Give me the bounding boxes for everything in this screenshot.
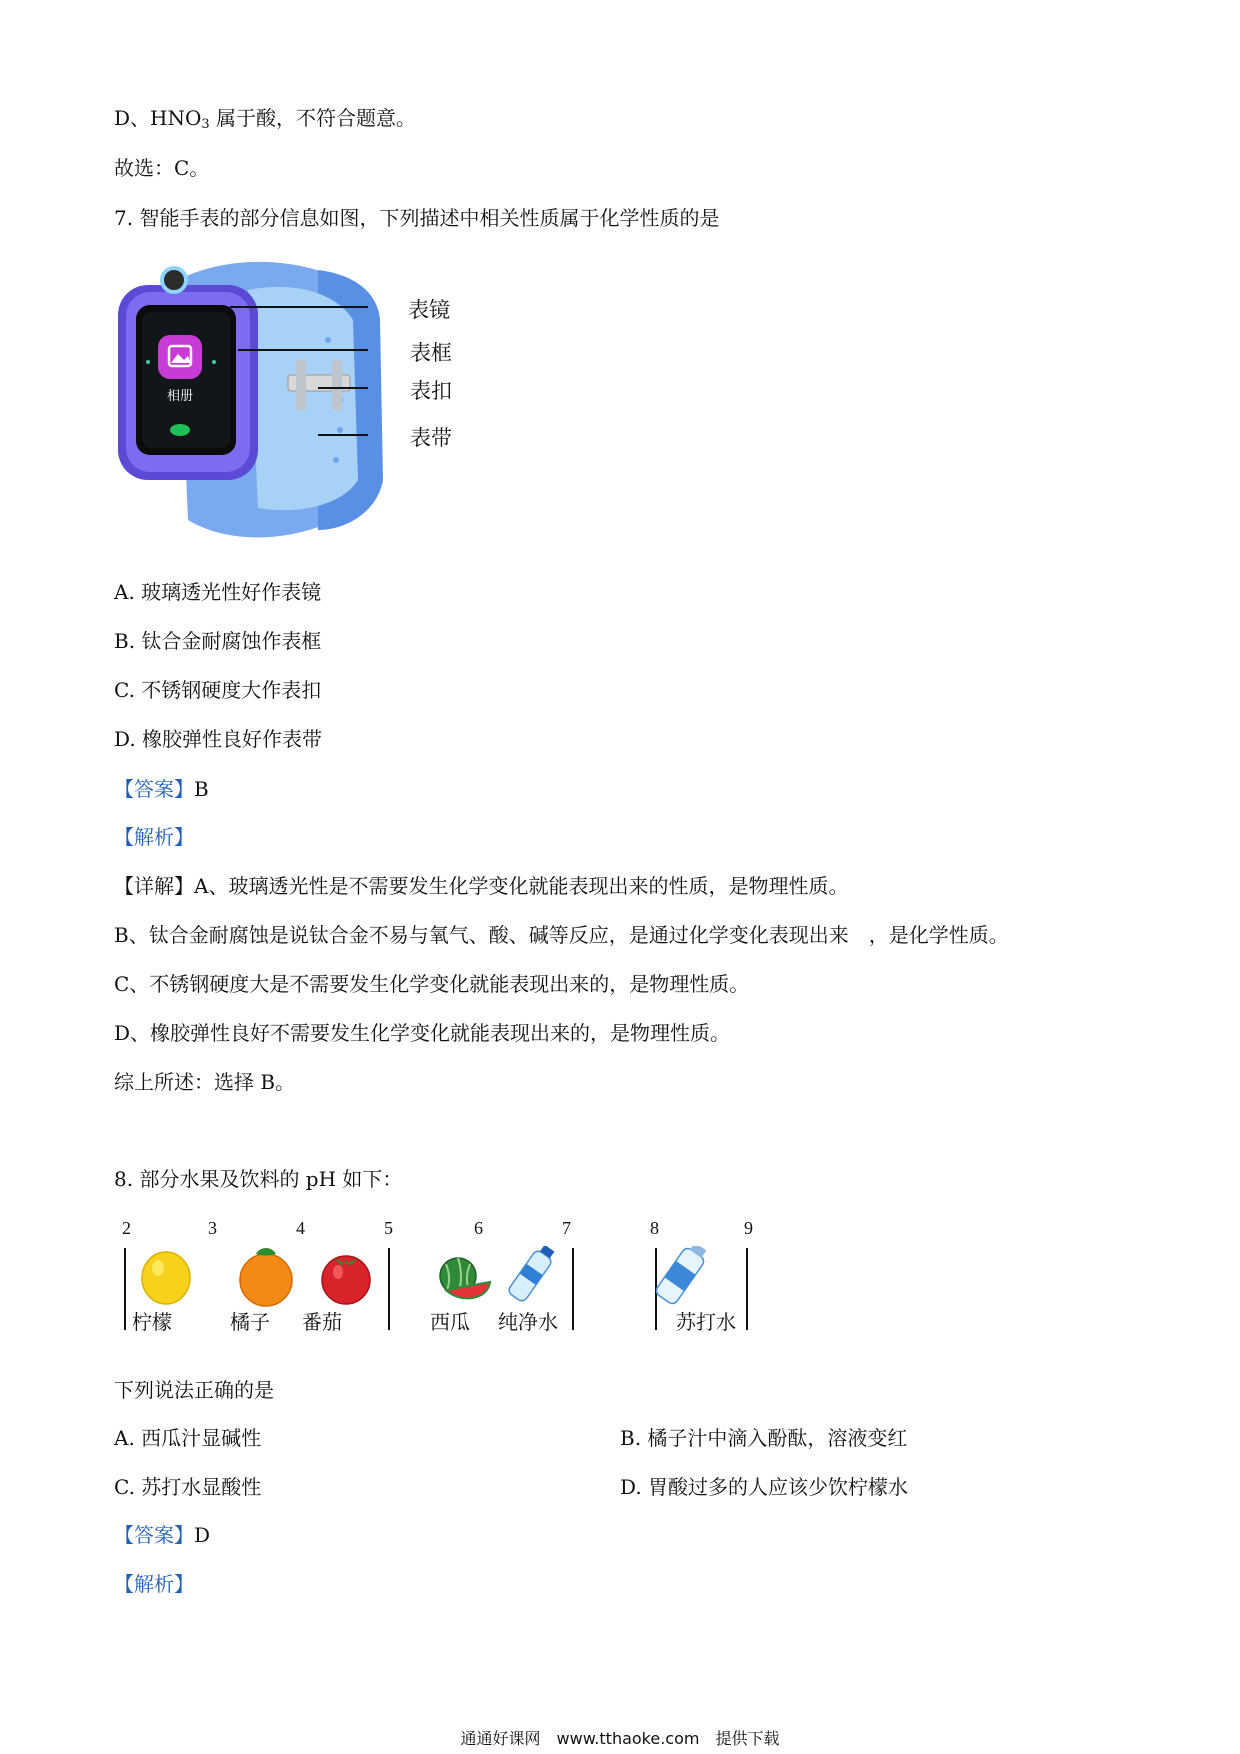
ph-item-tomato: 番茄 <box>302 1310 342 1334</box>
q7-option-b: B. 钛合金耐腐蚀作表框 <box>114 629 322 653</box>
q8-stem: 8. 部分水果及饮料的 pH 如下： <box>114 1167 403 1191</box>
ph-fruit-icons <box>110 1246 770 1308</box>
ph-item-pure-water: 纯净水 <box>498 1310 558 1334</box>
prev-conclusion: 故选：C。 <box>114 156 210 180</box>
lemon-icon <box>142 1252 190 1304</box>
ph-tick-9: 9 <box>744 1218 753 1238</box>
prev-option-d: D、$HNO_3$ 属于酸，不符合题意。 <box>114 106 417 132</box>
soda-water-bottle-icon <box>654 1246 710 1306</box>
ph-item-soda-water: 苏打水 <box>676 1310 736 1334</box>
q8-analysis-tag: 【解析】 <box>114 1572 194 1596</box>
q7-option-c: C. 不锈钢硬度大作表扣 <box>114 678 322 702</box>
ph-item-orange: 橘子 <box>230 1310 270 1334</box>
q8-option-d: D. 胃酸过多的人应该少饮柠檬水 <box>620 1475 909 1499</box>
ph-item-watermelon: 西瓜 <box>430 1310 470 1334</box>
q8-answer: 【答案】D <box>114 1523 211 1547</box>
label-watch-glass: 表镜 <box>408 298 450 322</box>
page-footer: 通通好课网 www.tthaoke.com 提供下载 <box>460 1729 780 1748</box>
ph-item-lemon: 柠檬 <box>132 1310 172 1334</box>
ph-tick-7: 7 <box>562 1218 571 1238</box>
ph-tick-6: 6 <box>474 1218 483 1238</box>
ph-tick-5: 5 <box>384 1218 393 1238</box>
ph-tick-2: 2 <box>122 1218 131 1238</box>
ph-tick-8: 8 <box>650 1218 659 1238</box>
label-watch-buckle: 表扣 <box>410 379 452 403</box>
q7-option-a: A. 玻璃透光性好作表镜 <box>114 580 322 604</box>
q8-prompt: 下列说法正确的是 <box>114 1378 274 1402</box>
screen-app-label: 相册 <box>166 389 194 404</box>
q7-option-d: D. 橡胶弹性良好作表带 <box>114 727 323 751</box>
ph-scale-figure <box>110 1218 770 1348</box>
ph-tick-3: 3 <box>208 1218 217 1238</box>
q7-summary: 综上所述：选择 B。 <box>114 1070 296 1094</box>
q7-detail-c: C、不锈钢硬度大是不需要发生化学变化就能表现出来的，是物理性质。 <box>114 972 750 996</box>
orange-icon <box>240 1254 292 1306</box>
smartwatch-figure <box>118 250 478 550</box>
q7-detail-a: 【详解】A、玻璃透光性是不需要发生化学变化就能表现出来的性质，是物理性质。 <box>114 874 849 898</box>
q7-detail-b: B、钛合金耐腐蚀是说钛合金不易与氧气、酸、碱等反应，是通过化学变化表现出来 ，是化学性质。 <box>114 923 1009 947</box>
ph-tick-4: 4 <box>296 1218 305 1238</box>
q7-analysis-tag: 【解析】 <box>114 825 194 849</box>
q7-detail-d: D、橡胶弹性良好不需要发生化学变化就能表现出来的，是物理性质。 <box>114 1021 731 1045</box>
q7-answer: 【答案】B <box>114 777 209 801</box>
q8-option-b: B. 橘子汁中滴入酚酞，溶液变红 <box>620 1426 908 1450</box>
label-watch-strap: 表带 <box>410 426 452 450</box>
q7-stem: 7. 智能手表的部分信息如图，下列描述中相关性质属于化学性质的是 <box>114 206 720 230</box>
q8-option-c: C. 苏打水显酸性 <box>114 1475 262 1499</box>
water-bottle-icon <box>507 1246 558 1303</box>
q8-option-a: A. 西瓜汁显碱性 <box>114 1426 262 1450</box>
label-watch-frame: 表框 <box>410 341 452 365</box>
